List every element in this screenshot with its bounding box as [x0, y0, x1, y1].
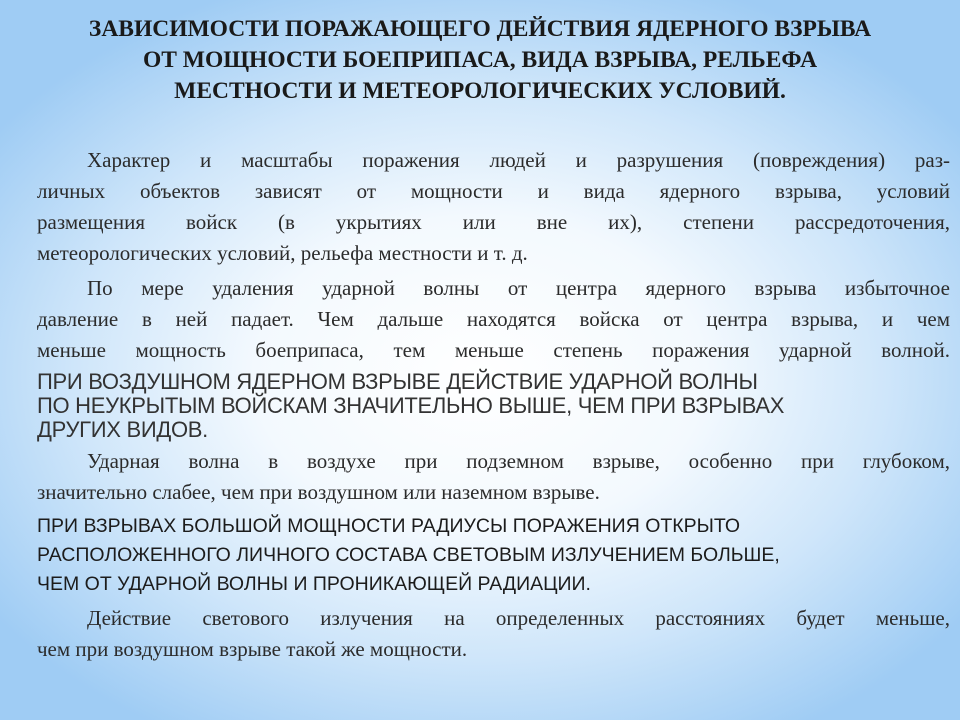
title-line: МЕСТНОСТИ И МЕТЕОРОЛОГИЧЕСКИХ УСЛОВИЙ. — [174, 78, 786, 104]
text-line: По мере удаления ударной волны от центра ядерного взрыва избыточное — [87, 276, 950, 300]
text-line: давление в ней падает. Чем дальше находятся войска от центра взрыва, и чем — [37, 307, 950, 331]
text-line: ДРУГИХ ВИДОВ. — [37, 417, 208, 442]
text-line: метеорологических условий, рельефа местности и т. д. — [37, 241, 528, 265]
text-line: размещения войск (в укрытиях или вне их), степени рассредоточения, — [37, 210, 950, 234]
text-line: ПРИ ВОЗДУШНОМ ЯДЕРНОМ ВЗРЫВЕ ДЕЙСТВИЕ УДАРНОЙ ВОЛНЫ — [37, 369, 758, 394]
text-line: Действие светового излучения на определенных расстояниях будет меньше, — [87, 606, 950, 630]
text-line: личных объектов зависят от мощности и вида ядерного взрыва, условий — [37, 179, 950, 203]
paragraph-damage-factors — [37, 145, 950, 269]
text-line: чем при воздушном взрыве такой же мощности. — [37, 637, 468, 661]
text-line: Характер и масштабы поражения людей и разрушения (повреждения) раз- — [87, 148, 950, 172]
paragraph-air-burst-emphasis — [37, 370, 950, 442]
paragraph-underground-burst — [37, 446, 950, 508]
text-line: ЧЕМ ОТ УДАРНОЙ ВОЛНЫ И ПРОНИКАЮЩЕЙ РАДИАЦИИ. — [37, 573, 591, 595]
paragraph-shock-wave-pressure — [37, 273, 950, 366]
paragraph-light-radiation-effect — [37, 603, 950, 665]
paragraph-light-radiation-emphasis — [37, 512, 950, 599]
title-line: ОТ МОЩНОСТИ БОЕПРИПАСА, ВИДА ВЗРЫВА, РЕЛЬЕФА — [142, 47, 818, 73]
title-line: ЗАВИСИМОСТИ ПОРАЖАЮЩЕГО ДЕЙСТВИЯ ЯДЕРНОГО ВЗРЫВА — [88, 16, 872, 42]
text-line: РАСПОЛОЖЕННОГО ЛИЧНОГО СОСТАВА СВЕТОВЫМ ИЗЛУЧЕНИЕМ БОЛЬШЕ, — [37, 544, 780, 566]
text-line: Ударная волна в воздухе при подземном взрыве, особенно при глубоком, — [87, 449, 950, 473]
text-line: ПРИ ВЗРЫВАХ БОЛЬШОЙ МОЩНОСТИ РАДИУСЫ ПОРАЖЕНИЯ ОТКРЫТО — [37, 515, 741, 537]
text-line: ПО НЕУКРЫТЫМ ВОЙСКАМ ЗНАЧИТЕЛЬНО ВЫШЕ, ЧЕМ ПРИ ВЗРЫВАХ — [37, 393, 785, 418]
text-line: значительно слабее, чем при воздушном или наземном взрыве. — [37, 480, 600, 504]
slide-body — [37, 145, 950, 669]
text-line: меньше мощность боеприпаса, тем меньше степень поражения ударной волной. — [37, 338, 950, 362]
slide-title — [30, 14, 930, 107]
